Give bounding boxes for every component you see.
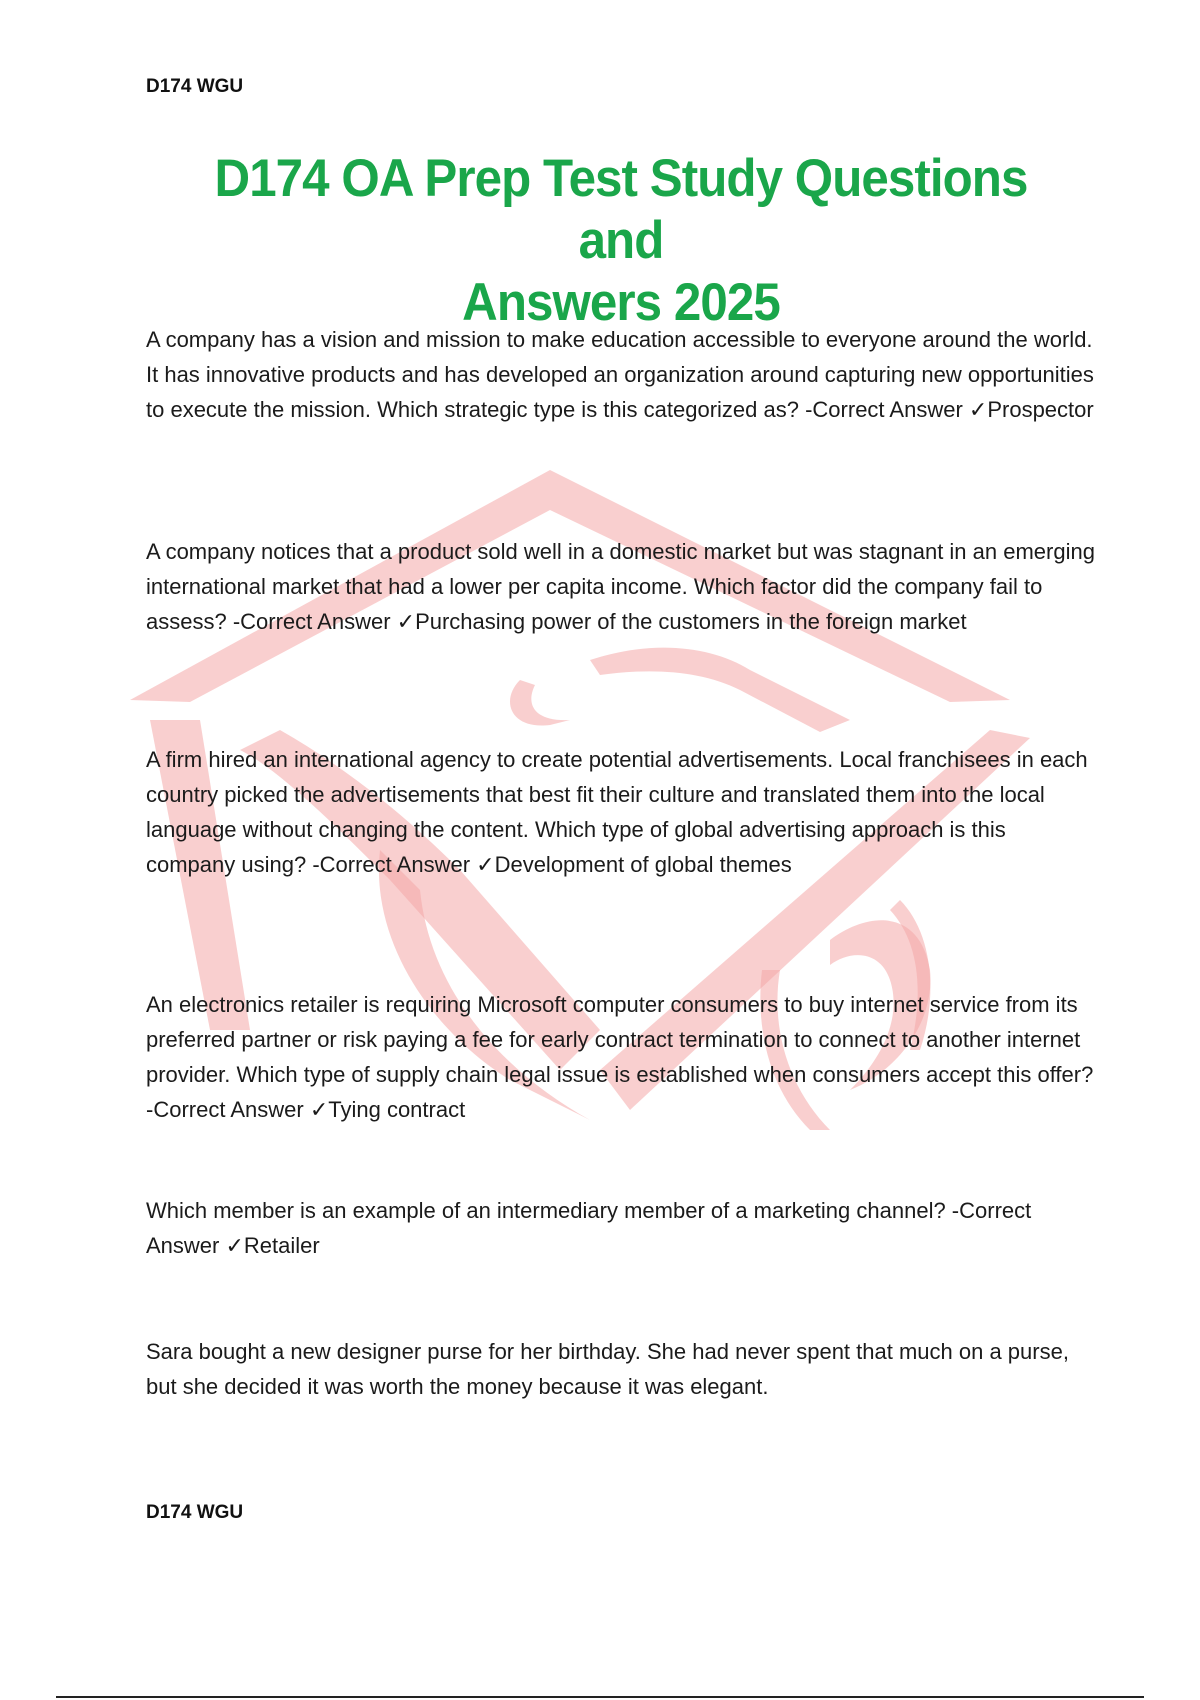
qa-item-1: A company has a vision and mission to make education accessible to everyone around the world. It has innovative products and has developed an organization around capturing new opportunities to execute the mission. Which strategic type is this categorized as? -Correct Answer ✓Prospector (146, 327, 1094, 422)
qa-item-2: A company notices that a product sold well in a domestic market but was stagnant in an emerging international market that had a lower per capita income. Which factor did the company fail to assess? -Correct Answer ✓Purchasing power of the customers in the foreign market (146, 539, 1095, 634)
qa-item-6: Sara bought a new designer purse for her birthday. She had never spent that much on a purse, but she decided it was worth the money because it was elegant. (146, 1339, 1069, 1399)
document-title (179, 148, 1063, 334)
footer-label: D174 WGU (146, 1502, 244, 1523)
qa-item-5: Which member is an example of an intermediary member of a marketing channel? -Correct Answer ✓Retailer (146, 1198, 1032, 1258)
qa-item-4: An electronics retailer is requiring Microsoft computer consumers to buy internet service from its preferred partner or risk paying a fee for early contract termination to connect to another internet provider. Which type of supply chain legal issue is established when consumers accept this offer? -Correct Answer ✓Tying contract (146, 992, 1094, 1122)
header-label: D174 WGU (146, 76, 244, 97)
qa-item-3: A firm hired an international agency to create potential advertisements. Local franchisees in each country picked the advertisements that best fit their culture and translated them into the local language without changing the content. Which type of global advertising approach is this company using? -Correct Answer ✓Development of global themes (146, 747, 1088, 877)
title-line-1: D174 OA Prep Test Study Questions and (214, 149, 1028, 270)
page-bottom-rule (56, 1696, 1144, 1698)
title-line-2: Answers 2025 (462, 273, 780, 332)
